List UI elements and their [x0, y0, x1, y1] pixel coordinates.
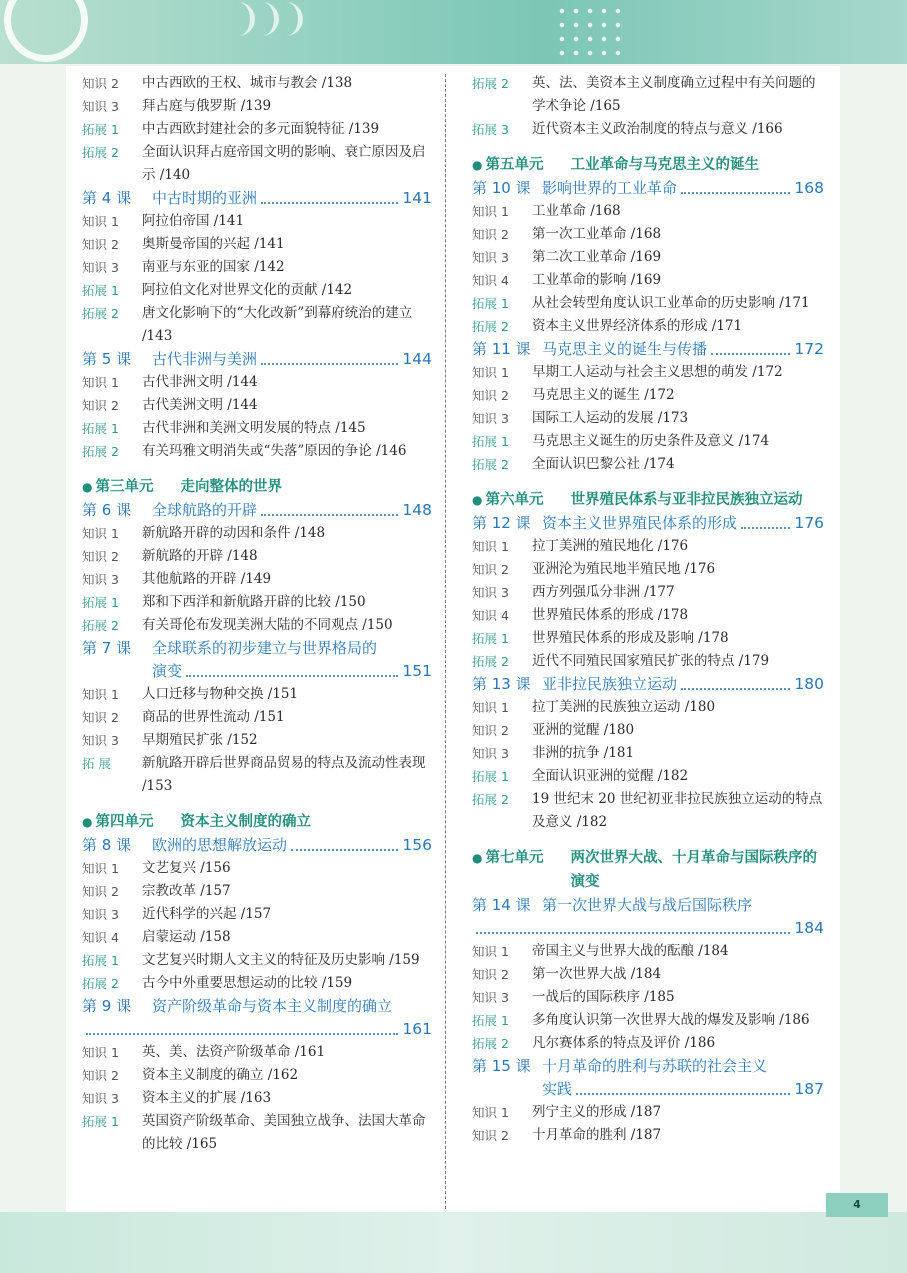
knowledge-entry[interactable] — [472, 963, 824, 986]
knowledge-label: 知识 2 — [82, 710, 119, 725]
extension-entry[interactable] — [82, 417, 432, 440]
knowledge-label: 知识 3 — [472, 250, 509, 265]
knowledge-label: 知识 4 — [82, 930, 119, 945]
extension-entry[interactable] — [472, 788, 824, 834]
entry-text: 古代非洲和美洲文明发展的特点 /145 — [142, 420, 366, 436]
lesson-title: 古代非洲与美洲 — [152, 350, 258, 368]
knowledge-label: 知识 2 — [82, 398, 119, 413]
knowledge-label: 知识 2 — [472, 1128, 509, 1143]
lesson-number: 第 10 课 — [472, 179, 531, 197]
lesson-number: 第 15 课 — [472, 1057, 531, 1075]
extension-label: 拓展 3 — [472, 122, 509, 137]
lesson-number: 第 8 课 — [82, 836, 132, 854]
knowledge-entry[interactable] — [472, 1101, 824, 1124]
knowledge-label: 知识 2 — [82, 549, 119, 564]
extension-label: 拓展 1 — [82, 953, 119, 968]
lesson-title: 全球航路的开辟 — [152, 501, 258, 519]
header-banner — [0, 0, 907, 64]
knowledge-entry[interactable] — [82, 880, 432, 903]
extension-label: 拓展 2 — [82, 145, 119, 160]
extension-label: 拓展 1 — [82, 595, 119, 610]
entry-text: 多角度认识第一次世界大战的爆发及影响 /186 — [532, 1012, 810, 1028]
knowledge-entry[interactable] — [82, 256, 432, 279]
extension-label: 拓展 1 — [472, 769, 509, 784]
knowledge-label: 知识 1 — [472, 539, 509, 554]
entry-text: 十月革命的胜利 /187 — [532, 1127, 662, 1143]
lesson-title: 影响世界的工业革命 — [542, 179, 678, 197]
knowledge-label: 知识 1 — [82, 375, 119, 390]
knowledge-label: 知识 2 — [82, 76, 119, 91]
extension-label: 拓展 1 — [472, 434, 509, 449]
knowledge-label: 知识 2 — [82, 1068, 119, 1083]
entry-text: 早期工人运动与社会主义思想的萌发 /172 — [532, 364, 783, 380]
extension-entry[interactable] — [472, 315, 824, 338]
entry-text: 非洲的抗争 /181 — [532, 745, 635, 761]
unit-name: 第五单元 — [485, 157, 544, 173]
entry-text: 古代美洲文明 /144 — [142, 397, 258, 413]
knowledge-label: 知识 2 — [82, 884, 119, 899]
lesson-heading[interactable] — [472, 894, 824, 940]
knowledge-entry[interactable] — [472, 246, 824, 269]
knowledge-entry[interactable] — [82, 1041, 432, 1064]
lesson-page: 176 — [794, 514, 824, 532]
dot-leader — [261, 514, 398, 516]
knowledge-entry[interactable] — [82, 683, 432, 706]
unit-title: 两次世界大战、十月革命与国际秩序的演变 — [570, 850, 817, 890]
lesson-heading-line — [82, 995, 432, 1018]
extension-entry[interactable] — [472, 1032, 824, 1055]
knowledge-label: 知识 4 — [472, 273, 509, 288]
entry-text: 启蒙运动 /158 — [142, 929, 231, 945]
knowledge-entry[interactable] — [472, 407, 824, 430]
extension-label: 拓展 1 — [82, 421, 119, 436]
entry-text: 工业革命 /168 — [532, 203, 621, 219]
knowledge-label: 知识 1 — [472, 944, 509, 959]
extension-label: 拓展 1 — [82, 283, 119, 298]
decorative-arc-icon — [280, 2, 303, 36]
entry-text: 工业革命的影响 /169 — [532, 272, 662, 288]
entry-text: 英、美、法资产阶级革命 /161 — [142, 1044, 326, 1060]
lesson-title: 马克思主义的诞生与传播 — [542, 340, 708, 358]
knowledge-entry[interactable] — [472, 384, 824, 407]
knowledge-label: 知识 2 — [472, 388, 509, 403]
knowledge-entry[interactable] — [82, 706, 432, 729]
unit-heading[interactable] — [472, 488, 824, 512]
lesson-title: 中古时期的亚洲 — [152, 189, 258, 207]
unit-bullet-icon: ● — [472, 493, 483, 507]
lesson-number: 第 7 课 — [82, 639, 132, 657]
dot-leader — [86, 1033, 398, 1035]
extension-entry[interactable] — [472, 292, 824, 315]
entry-text: 亚洲的觉醒 /180 — [532, 722, 635, 738]
extension-label: 拓展 2 — [472, 319, 509, 334]
extension-label: 拓展 2 — [472, 457, 509, 472]
knowledge-label: 知识 1 — [472, 700, 509, 715]
entry-text: 奥斯曼帝国的兴起 /141 — [142, 236, 285, 252]
knowledge-entry[interactable] — [82, 926, 432, 949]
entry-text: 文艺复兴时期人文主义的特征及历史影响 /159 — [142, 952, 420, 968]
entry-text: 凡尔赛体系的特点及评价 /186 — [532, 1035, 716, 1051]
extension-label: 拓展 1 — [472, 296, 509, 311]
knowledge-entry[interactable] — [82, 210, 432, 233]
entry-text: 古今中外重要思想运动的比较 /159 — [142, 975, 353, 991]
entry-text: 全面认识巴黎公社 /174 — [532, 456, 675, 472]
lesson-heading[interactable] — [82, 995, 432, 1041]
knowledge-entry[interactable] — [82, 233, 432, 256]
entry-text: 新航路开辟的动因和条件 /148 — [142, 525, 326, 541]
entry-text: 亚洲沦为殖民地半殖民地 /176 — [532, 561, 716, 577]
lesson-number: 第 9 课 — [82, 997, 132, 1015]
entry-text: 第一次世界大战 /184 — [532, 966, 662, 982]
entry-text: 马克思主义的诞生 /172 — [532, 387, 675, 403]
entry-text: 英国资产阶级革命、美国独立战争、法国大革命的比较 /165 — [142, 1113, 426, 1152]
extension-entry[interactable] — [82, 141, 432, 187]
lesson-page: 141 — [402, 189, 432, 207]
entry-text: 近代科学的兴起 /157 — [142, 906, 272, 922]
extension-label: 拓展 2 — [82, 618, 119, 633]
entry-text: 资本主义的扩展 /163 — [142, 1090, 272, 1106]
entry-text: 早期殖民扩张 /152 — [142, 732, 258, 748]
toc-left-column — [82, 72, 432, 1156]
entry-text: 南亚与东亚的国家 /142 — [142, 259, 285, 275]
knowledge-label: 知识 4 — [472, 608, 509, 623]
lesson-heading-line — [82, 637, 432, 660]
entry-text: 西方列强瓜分非洲 /177 — [532, 584, 675, 600]
knowledge-entry[interactable] — [82, 394, 432, 417]
knowledge-label: 知识 2 — [82, 237, 119, 252]
knowledge-entry[interactable] — [472, 558, 824, 581]
lesson-page: 172 — [794, 340, 824, 358]
knowledge-entry[interactable] — [472, 986, 824, 1009]
lesson-title: 资产阶级革命与资本主义制度的确立 — [152, 997, 393, 1015]
unit-heading[interactable] — [472, 846, 824, 894]
lesson-heading-line — [472, 917, 824, 940]
entry-text: 新航路的开辟 /148 — [142, 548, 258, 564]
lesson-heading-line — [472, 894, 824, 917]
knowledge-entry[interactable] — [472, 200, 824, 223]
decorative-arc-icon — [232, 2, 255, 36]
unit-name: 第六单元 — [485, 492, 544, 508]
extension-entry[interactable] — [472, 650, 824, 673]
lesson-heading-line — [472, 1078, 824, 1101]
entry-text: 古代非洲文明 /144 — [142, 374, 258, 390]
lesson-number: 第 6 课 — [82, 501, 132, 519]
page-number: 4 — [826, 1193, 888, 1217]
extension-entry[interactable] — [472, 118, 824, 141]
lesson-page: 161 — [402, 1020, 432, 1038]
extension-entry[interactable] — [472, 627, 824, 650]
extension-label: 拓展 2 — [82, 306, 119, 321]
lesson-heading[interactable] — [472, 512, 824, 535]
extension-label: 拓展 2 — [472, 1036, 509, 1051]
entry-text: 拉丁美洲的殖民地化 /176 — [532, 538, 689, 554]
knowledge-entry[interactable] — [472, 269, 824, 292]
knowledge-entry[interactable] — [82, 371, 432, 394]
extension-label: 拓展 1 — [472, 631, 509, 646]
lesson-number: 第 5 课 — [82, 350, 132, 368]
lesson-number: 第 4 课 — [82, 189, 132, 207]
lesson-page: 180 — [794, 675, 824, 693]
decorative-arc-icon — [256, 2, 279, 36]
dot-leader — [291, 849, 398, 851]
dot-leader — [576, 1093, 790, 1095]
extension-entry[interactable] — [82, 279, 432, 302]
lesson-title-continued: 实践 — [542, 1080, 573, 1098]
extension-label: 拓展 2 — [472, 792, 509, 807]
extension-entry[interactable] — [472, 430, 824, 453]
lesson-heading[interactable] — [82, 348, 432, 371]
extension-label: 拓展 2 — [472, 76, 509, 91]
knowledge-label: 知识 1 — [472, 204, 509, 219]
knowledge-label: 知识 3 — [472, 990, 509, 1005]
unit-title: 世界殖民体系与亚非拉民族独立运动 — [570, 492, 803, 508]
knowledge-entry[interactable] — [82, 1087, 432, 1110]
lesson-heading[interactable] — [82, 834, 432, 857]
lesson-heading[interactable] — [472, 177, 824, 200]
dot-leader — [261, 202, 398, 204]
lesson-heading[interactable] — [82, 499, 432, 522]
entry-text: 一战后的国际秩序 /185 — [532, 989, 675, 1005]
entry-text: 马克思主义诞生的历史条件及意义 /174 — [532, 433, 770, 449]
lesson-heading[interactable] — [472, 673, 824, 696]
knowledge-entry[interactable] — [472, 535, 824, 558]
entry-text: 人口迁移与物种交换 /151 — [142, 686, 299, 702]
unit-bullet-icon: ● — [472, 851, 483, 865]
unit-bullet-icon: ● — [472, 158, 483, 172]
lesson-heading-line — [82, 660, 432, 683]
knowledge-entry[interactable] — [472, 223, 824, 246]
entry-text: 国际工人运动的发展 /173 — [532, 410, 689, 426]
entry-text: 资本主义制度的确立 /162 — [142, 1067, 299, 1083]
dot-leader — [741, 527, 790, 529]
unit-name: 第四单元 — [95, 814, 154, 830]
dot-leader — [476, 932, 790, 934]
lesson-number: 第 14 课 — [472, 896, 531, 914]
entry-text: 阿拉伯文化对世界文化的贡献 /142 — [142, 282, 353, 298]
decorative-dots-icon — [555, 4, 625, 56]
entry-text: 全面认识亚洲的觉醒 /182 — [532, 768, 689, 784]
knowledge-label: 知识 3 — [82, 1091, 119, 1106]
lesson-heading[interactable] — [82, 637, 432, 683]
column-divider — [445, 74, 446, 1209]
extension-entry[interactable] — [82, 440, 432, 463]
knowledge-entry[interactable] — [472, 604, 824, 627]
knowledge-entry[interactable] — [472, 361, 824, 384]
entry-text: 商品的世界性流动 /151 — [142, 709, 285, 725]
extension-label: 拓展 1 — [82, 1114, 119, 1129]
entry-text: 有关哥伦布发现美洲大陆的不同观点 /150 — [142, 617, 393, 633]
knowledge-label: 知识 3 — [82, 733, 119, 748]
entry-text: 资本主义世界经济体系的形成 /171 — [532, 318, 743, 334]
entry-text: 其他航路的开辟 /149 — [142, 571, 272, 587]
lesson-title: 亚非拉民族独立运动 — [542, 675, 678, 693]
knowledge-label: 知识 2 — [472, 723, 509, 738]
lesson-heading[interactable] — [82, 187, 432, 210]
lesson-title-continued: 演变 — [152, 662, 183, 680]
lesson-page: 144 — [402, 350, 432, 368]
entry-text: 宗教改革 /157 — [142, 883, 231, 899]
entry-text: 近代资本主义政治制度的特点与意义 /166 — [532, 121, 783, 137]
knowledge-entry[interactable] — [82, 729, 432, 752]
extension-entry[interactable] — [472, 765, 824, 788]
knowledge-entry[interactable] — [82, 545, 432, 568]
lesson-page: 187 — [794, 1080, 824, 1098]
entry-text: 新航路开辟后世界商品贸易的特点及流动性表现 /153 — [142, 755, 426, 794]
lesson-heading[interactable] — [472, 338, 824, 361]
knowledge-entry[interactable] — [82, 857, 432, 880]
extension-label: 拓展 1 — [472, 1013, 509, 1028]
knowledge-entry[interactable] — [82, 72, 432, 95]
knowledge-label: 知识 1 — [82, 687, 119, 702]
knowledge-label: 知识 1 — [472, 365, 509, 380]
knowledge-entry[interactable] — [82, 903, 432, 926]
entry-text: 世界殖民体系的形成 /178 — [532, 607, 689, 623]
lesson-title: 欧洲的思想解放运动 — [152, 836, 288, 854]
knowledge-label: 知识 3 — [472, 411, 509, 426]
lesson-number: 第 13 课 — [472, 675, 531, 693]
knowledge-label: 知识 3 — [472, 585, 509, 600]
entry-text: 拉丁美洲的民族独立运动 /180 — [532, 699, 716, 715]
knowledge-label: 知识 2 — [472, 562, 509, 577]
lesson-page: 156 — [402, 836, 432, 854]
entry-text: 世界殖民体系的形成及影响 /178 — [532, 630, 729, 646]
entry-text: 从社会转型角度认识工业革命的历史影响 /171 — [532, 295, 810, 311]
lesson-page: 184 — [794, 919, 824, 937]
dot-leader — [261, 363, 398, 365]
extension-entry[interactable] — [82, 752, 432, 798]
unit-name: 第七单元 — [485, 850, 544, 866]
extension-entry[interactable] — [82, 614, 432, 637]
entry-text: 拜占庭与俄罗斯 /139 — [142, 98, 272, 114]
knowledge-entry[interactable] — [472, 696, 824, 719]
knowledge-entry[interactable] — [82, 568, 432, 591]
knowledge-label: 知识 2 — [472, 227, 509, 242]
entry-text: 19 世纪末 20 世纪初亚非拉民族独立运动的特点及意义 /182 — [532, 791, 823, 830]
dot-leader — [681, 688, 790, 690]
extension-entry[interactable] — [472, 72, 824, 118]
knowledge-label: 知识 3 — [82, 260, 119, 275]
unit-bullet-icon: ● — [82, 480, 93, 494]
lesson-title: 十月革命的胜利与苏联的社会主义 — [542, 1057, 768, 1075]
lesson-number: 第 11 课 — [472, 340, 531, 358]
lesson-number: 第 12 课 — [472, 514, 531, 532]
entry-text: 英、法、美资本主义制度确立过程中有关问题的学术争论 /165 — [532, 75, 816, 114]
unit-title: 走向整体的世界 — [180, 479, 282, 495]
footer-band — [0, 1212, 907, 1273]
extension-entry[interactable] — [82, 972, 432, 995]
unit-heading[interactable] — [82, 475, 432, 499]
knowledge-entry[interactable] — [82, 522, 432, 545]
entry-text: 全面认识拜占庭帝国文明的影响、衰亡原因及启示 /140 — [142, 144, 426, 183]
extension-label: 拓展 2 — [82, 444, 119, 459]
entry-text: 郑和下西洋和新航路开辟的比较 /150 — [142, 594, 366, 610]
knowledge-entry[interactable] — [472, 1124, 824, 1147]
knowledge-label: 知识 1 — [82, 214, 119, 229]
extension-entry[interactable] — [472, 453, 824, 476]
entry-text: 有关玛雅文明消失或“失落”原因的争论 /146 — [142, 443, 407, 459]
knowledge-entry[interactable] — [82, 1064, 432, 1087]
knowledge-entry[interactable] — [472, 581, 824, 604]
entry-text: 列宁主义的形成 /187 — [532, 1104, 662, 1120]
extension-entry[interactable] — [82, 302, 432, 348]
extension-entry[interactable] — [82, 591, 432, 614]
knowledge-entry[interactable] — [472, 742, 824, 765]
knowledge-label: 知识 3 — [82, 907, 119, 922]
entry-text: 阿拉伯帝国 /141 — [142, 213, 245, 229]
extension-entry[interactable] — [82, 1110, 432, 1156]
knowledge-label: 知识 1 — [472, 1105, 509, 1120]
unit-heading[interactable] — [82, 810, 432, 834]
knowledge-label: 知识 1 — [82, 1045, 119, 1060]
lesson-page: 148 — [402, 501, 432, 519]
dot-leader — [681, 192, 790, 194]
entry-text: 近代不同殖民国家殖民扩张的特点 /179 — [532, 653, 770, 669]
lesson-heading[interactable] — [472, 1055, 824, 1101]
entry-text: 帝国主义与世界大战的酝酿 /184 — [532, 943, 729, 959]
unit-heading[interactable] — [472, 153, 824, 177]
knowledge-entry[interactable] — [472, 940, 824, 963]
knowledge-entry[interactable] — [472, 719, 824, 742]
knowledge-label: 知识 1 — [82, 861, 119, 876]
extension-label: 拓展 2 — [472, 654, 509, 669]
unit-bullet-icon: ● — [82, 815, 93, 829]
knowledge-label: 知识 2 — [472, 967, 509, 982]
lesson-page: 168 — [794, 179, 824, 197]
extension-label: 拓展 2 — [82, 976, 119, 991]
extension-entry[interactable] — [472, 1009, 824, 1032]
lesson-title: 资本主义世界殖民体系的形成 — [542, 514, 738, 532]
unit-title: 工业革命与马克思主义的诞生 — [570, 157, 759, 173]
entry-text: 第一次工业革命 /168 — [532, 226, 662, 242]
lesson-title: 第一次世界大战与战后国际秩序 — [542, 896, 753, 914]
lesson-heading-line — [472, 1055, 824, 1078]
entry-text: 中古西欧的王权、城市与教会 /138 — [142, 75, 353, 91]
entry-text: 第二次工业革命 /169 — [532, 249, 662, 265]
knowledge-label: 知识 1 — [82, 526, 119, 541]
extension-entry[interactable] — [82, 949, 432, 972]
dot-leader — [711, 353, 790, 355]
unit-name: 第三单元 — [95, 479, 154, 495]
dot-leader — [186, 675, 398, 677]
entry-text: 唐文化影响下的“大化改新”到幕府统治的建立 /143 — [142, 305, 413, 344]
knowledge-entry[interactable] — [82, 95, 432, 118]
lesson-page: 151 — [402, 662, 432, 680]
lesson-title: 全球联系的初步建立与世界格局的 — [152, 639, 378, 657]
toc-right-column — [472, 72, 824, 1147]
unit-title: 资本主义制度的确立 — [180, 814, 311, 830]
extension-label: 拓展 1 — [82, 122, 119, 137]
lesson-heading-line — [82, 1018, 432, 1041]
decorative-circle-icon — [4, 0, 88, 62]
knowledge-label: 知识 3 — [82, 572, 119, 587]
knowledge-label: 知识 3 — [472, 746, 509, 761]
extension-label: 拓 展 — [82, 756, 111, 771]
entry-text: 中古西欧封建社会的多元面貌特征 /139 — [142, 121, 380, 137]
entry-text: 文艺复兴 /156 — [142, 860, 231, 876]
extension-entry[interactable] — [82, 118, 432, 141]
knowledge-label: 知识 3 — [82, 99, 119, 114]
